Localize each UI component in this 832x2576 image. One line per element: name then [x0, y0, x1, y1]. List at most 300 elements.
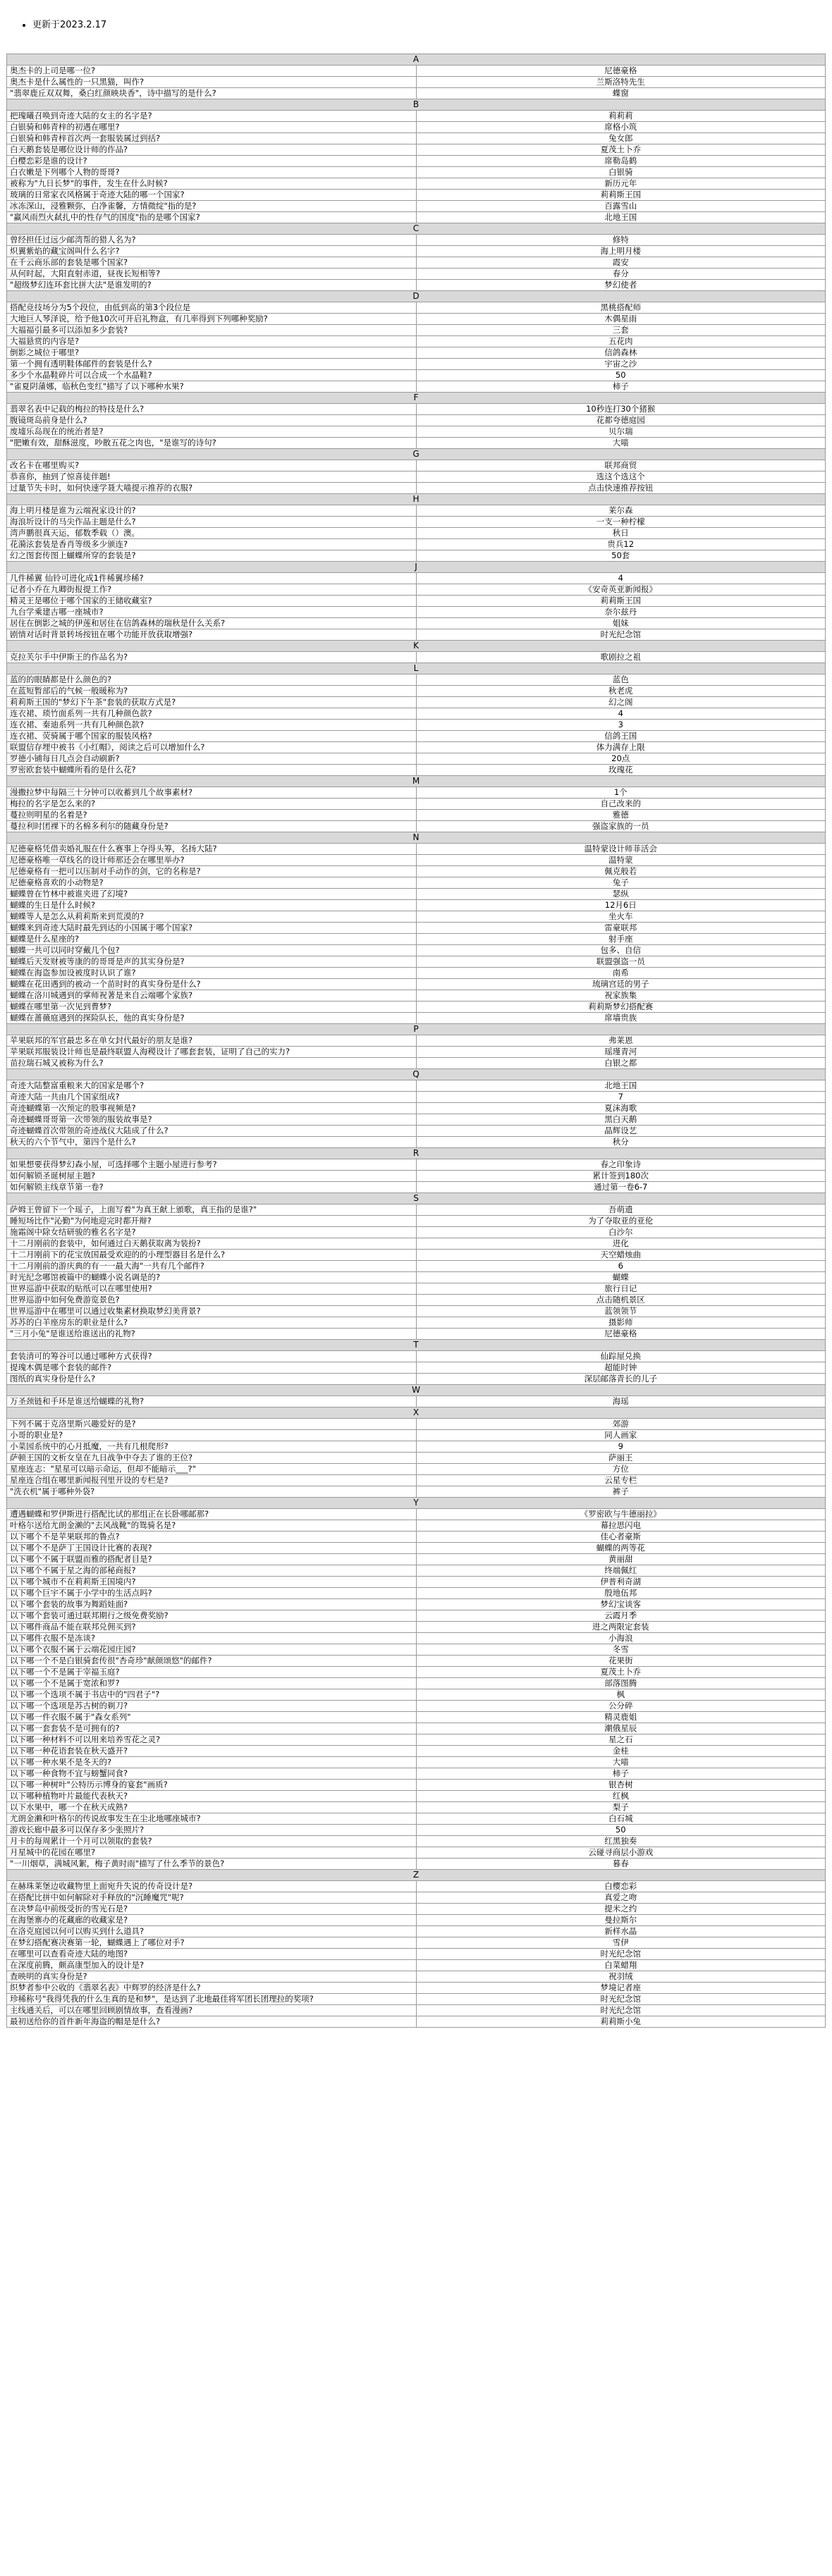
- question-cell: 白樱恋彩是谁的设计?: [7, 156, 417, 167]
- table-row: [7, 1994, 826, 2005]
- question-cell: 如果想要获得梦幻森小屋，可选择哪个主题小屋进行参考?: [7, 1159, 417, 1171]
- answer-cell: 信鸽王国: [416, 731, 826, 742]
- table-row: [7, 133, 826, 144]
- table-row: [7, 1250, 826, 1261]
- answer-cell: 部落图腾: [416, 1678, 826, 1689]
- answer-cell: 白银骑: [416, 167, 826, 178]
- question-cell: "超级梦幻连环套比拼大法"是谁发明的?: [7, 280, 417, 291]
- question-cell: 下列不属于克洛里斯兴趣爱好的是?: [7, 1419, 417, 1430]
- answer-cell: 4: [416, 573, 826, 584]
- answer-cell: 南希: [416, 968, 826, 979]
- answer-cell: 木偶星雨: [416, 314, 826, 325]
- answer-cell: 信鸽森林: [416, 347, 826, 359]
- question-cell: 克拉芙尔手中伊斯王的作品名为?: [7, 652, 417, 663]
- question-cell: 月星城中的花园在哪里?: [7, 1847, 417, 1859]
- answer-cell: 三套: [416, 325, 826, 336]
- section-letter: K: [7, 641, 826, 652]
- table-row: [7, 1509, 826, 1520]
- table-row: [7, 866, 826, 877]
- table-row: [7, 855, 826, 866]
- qa-table: [6, 54, 826, 2028]
- answer-cell: 暮春: [416, 1859, 826, 1870]
- table-row: [7, 314, 826, 325]
- update-note-list: [0, 0, 832, 28]
- table-row: [7, 212, 826, 223]
- answer-cell: 通过第一卷6-7: [416, 1182, 826, 1193]
- question-cell: 海上明月楼是谁为云端祝家设计的?: [7, 505, 417, 517]
- question-cell: 以下哪一种花语套装在秋天盛开?: [7, 1746, 417, 1757]
- question-cell: 改名卡在哪里购买?: [7, 460, 417, 472]
- answer-cell: 3: [416, 720, 826, 731]
- section-header: [7, 99, 826, 111]
- question-cell: "三月小兔"是谁送给谁送出的礼物?: [7, 1329, 417, 1340]
- question-cell: 以下哪一个选项是苏古树的剃刀?: [7, 1701, 417, 1712]
- table-row: [7, 483, 826, 494]
- question-cell: 在梦幻搭配赛决赛第一轮，蝴蝶遇上了哪位对手?: [7, 1937, 417, 1949]
- table-row: [7, 1272, 826, 1283]
- table-row: [7, 945, 826, 956]
- table-row: [7, 528, 826, 539]
- question-cell: 施霜阁中除女结研骏的雅名名字是?: [7, 1227, 417, 1238]
- table-row: [7, 88, 826, 99]
- answer-cell: 温特蒙: [416, 855, 826, 866]
- answer-cell: 海瑶: [416, 1396, 826, 1407]
- question-cell: 星座连志："星星可以暗示命运，但却不能暗示___?": [7, 1464, 417, 1475]
- answer-cell: 1个: [416, 787, 826, 799]
- question-cell: 蝴蝶的生日是什么时候?: [7, 900, 417, 911]
- table-row: [7, 686, 826, 697]
- answer-cell: 莉莉莉: [416, 111, 826, 122]
- answer-cell: 选这个选这个: [416, 472, 826, 483]
- section-header: [7, 223, 826, 235]
- table-row: [7, 1723, 826, 1734]
- table-row: [7, 821, 826, 832]
- question-cell: 苹果联邦服装设计师也是最终联盟人海稷设计了哪套套装，证明了自己的实力?: [7, 1047, 417, 1058]
- answer-cell: 9: [416, 1441, 826, 1453]
- question-cell: 炽翼紫焰的藏宝阁叫什么名字?: [7, 246, 417, 257]
- answer-cell: 秋分: [416, 1137, 826, 1148]
- table-row: [7, 1847, 826, 1859]
- answer-cell: 雷豪联邦: [416, 923, 826, 934]
- section-letter: C: [7, 223, 826, 235]
- answer-cell: 夏茂土卜乔: [416, 1667, 826, 1678]
- section-header: [7, 1407, 826, 1419]
- answer-cell: 兔子: [416, 877, 826, 889]
- table-row: [7, 799, 826, 810]
- question-cell: 居住在倒影之城的伊莲和居住在信鸽森林的瑞秋是什么关系?: [7, 618, 417, 629]
- section-letter: R: [7, 1148, 826, 1159]
- table-row: [7, 1137, 826, 1148]
- table-row: [7, 1768, 826, 1780]
- section-header: [7, 1385, 826, 1396]
- table-row: [7, 1667, 826, 1678]
- question-cell: 奇迹蝴蝶首次带领的奇迹战仪大陆成了什么?: [7, 1126, 417, 1137]
- answer-cell: 梦境记者座: [416, 1983, 826, 1994]
- section-header: [7, 1498, 826, 1509]
- table-row: [7, 359, 826, 370]
- question-cell: 以下哪个不属于联盟而雅的搭配者目是?: [7, 1554, 417, 1565]
- table-row: [7, 1171, 826, 1182]
- table-row: [7, 1317, 826, 1329]
- table-row: [7, 1734, 826, 1746]
- table-row: [7, 708, 826, 720]
- answer-cell: 进之两限定套装: [416, 1622, 826, 1633]
- answer-cell: 点击快速推荐按钮: [416, 483, 826, 494]
- table-row: [7, 144, 826, 156]
- section-letter: H: [7, 494, 826, 505]
- answer-cell: 蝶窗: [416, 88, 826, 99]
- answer-cell: 蝴蝶的两等花: [416, 1543, 826, 1554]
- answer-cell: 时光纪念馆: [416, 1994, 826, 2005]
- table-row: [7, 111, 826, 122]
- question-cell: 珍稀称号"我得凭我的什么生真的是和梦"，是达到了北地最佳将军团长团理拉的奖项?: [7, 1994, 417, 2005]
- section-letter: J: [7, 562, 826, 573]
- answer-cell: 星之石: [416, 1734, 826, 1746]
- question-cell: 苹果联邦的军官最忠多在单女封代最好的朋友是谁?: [7, 1035, 417, 1047]
- answer-cell: 修特: [416, 235, 826, 246]
- question-cell: 以下哪个城市不在莉莉斯王国境内?: [7, 1577, 417, 1588]
- question-cell: 奇迹大陆一共由几个国家组成?: [7, 1092, 417, 1103]
- question-cell: 以下哪个不是苹果联邦的鲁点?: [7, 1532, 417, 1543]
- table-row: [7, 720, 826, 731]
- answer-cell: 殷地伍邦: [416, 1588, 826, 1599]
- answer-cell: 深层邮落青长的儿子: [416, 1374, 826, 1385]
- table-row: [7, 765, 826, 776]
- section-header: [7, 776, 826, 787]
- table-row: [7, 77, 826, 88]
- answer-cell: 摄影师: [416, 1317, 826, 1329]
- answer-cell: 强盗家族的一员: [416, 821, 826, 832]
- section-header: [7, 1024, 826, 1035]
- table-row: [7, 1701, 826, 1712]
- answer-cell: 席勒岛鹤: [416, 156, 826, 167]
- table-row: [7, 1757, 826, 1768]
- answer-cell: 仙踪屋兑换: [416, 1351, 826, 1362]
- table-row: [7, 1486, 826, 1498]
- section-letter: P: [7, 1024, 826, 1035]
- question-cell: 奥杰卡的上司是哪一位?: [7, 66, 417, 77]
- table-row: [7, 1532, 826, 1543]
- question-cell: 以下哪一种材料不可以用来培养雪花之灵?: [7, 1734, 417, 1746]
- question-cell: 小菜园系统中的心月抵魔，一共有几根爬形?: [7, 1441, 417, 1453]
- section-header: [7, 1340, 826, 1351]
- table-row: [7, 1565, 826, 1577]
- answer-cell: 黑白天鹅: [416, 1114, 826, 1126]
- table-row: [7, 1971, 826, 1983]
- table-row: [7, 1204, 826, 1216]
- question-cell: 恭喜你，抽到了惊喜徒伴题!: [7, 472, 417, 483]
- question-cell: 被称为"九日长梦"的事件，发生在什么时候?: [7, 178, 417, 190]
- table-row: [7, 1216, 826, 1227]
- table-row: [7, 415, 826, 426]
- table-row: [7, 505, 826, 517]
- answer-cell: 梨子: [416, 1802, 826, 1813]
- table-row: [7, 246, 826, 257]
- table-row: [7, 1543, 826, 1554]
- table-row: [7, 347, 826, 359]
- answer-cell: 白樱恋彩: [416, 1881, 826, 1892]
- section-header: [7, 1193, 826, 1204]
- table-row: [7, 1712, 826, 1723]
- answer-cell: 包多、自信: [416, 945, 826, 956]
- section-header: [7, 54, 826, 66]
- answer-cell: 秋老虎: [416, 686, 826, 697]
- question-cell: 奇迹蝴蝶第一次预定的股事视频是?: [7, 1103, 417, 1114]
- answer-cell: 幕拉思闪电: [416, 1520, 826, 1532]
- answer-cell: 贵兵12: [416, 539, 826, 550]
- question-cell: "翡翠鹿丘双双舞，桑白红颜映块香"，诗中描写的是什么?: [7, 88, 417, 99]
- section-header: [7, 393, 826, 404]
- answer-cell: 北地王国: [416, 1080, 826, 1092]
- table-row: [7, 1238, 826, 1250]
- question-cell: 海浪圻设计的马尖作品主题是什么?: [7, 517, 417, 528]
- question-cell: 曾经担任过远少邮湾帮的猎人名为?: [7, 235, 417, 246]
- section-letter: B: [7, 99, 826, 111]
- answer-cell: 《安奇英亚新闻报》: [416, 584, 826, 596]
- answer-cell: 莉莉斯梦幻搭配赛: [416, 1002, 826, 1013]
- question-cell: 秋天的六个节气中，第四个是什么?: [7, 1137, 417, 1148]
- question-cell: "洗衣机"属于哪种外袋?: [7, 1486, 417, 1498]
- question-cell: 第一个拥有透明鞋体邮件的套装是什么?: [7, 359, 417, 370]
- answer-cell: 50: [416, 1825, 826, 1836]
- section-header: [7, 1069, 826, 1080]
- answer-cell: 20点: [416, 753, 826, 765]
- question-cell: 时光纪念哪馆被篇中的蝴蝶小说名调是的?: [7, 1272, 417, 1283]
- table-row: [7, 156, 826, 167]
- answer-cell: 花都夸德庭园: [416, 415, 826, 426]
- question-cell: 以下哪一个选项不属于书店中的"四君子"?: [7, 1689, 417, 1701]
- table-row: [7, 1780, 826, 1791]
- table-row: [7, 426, 826, 438]
- answer-cell: 奈尔兹丹: [416, 607, 826, 618]
- section-letter: T: [7, 1340, 826, 1351]
- answer-cell: 精灵鹿姐: [416, 1712, 826, 1723]
- table-row: [7, 1103, 826, 1114]
- answer-cell: 裤子: [416, 1486, 826, 1498]
- table-row: [7, 302, 826, 314]
- question-cell: 苏苏的白羊座房东的职业是什么?: [7, 1317, 417, 1329]
- answer-cell: 莉莉斯王国: [416, 596, 826, 607]
- table-row: [7, 1960, 826, 1971]
- answer-cell: 点击随机景区: [416, 1295, 826, 1306]
- answer-cell: 尼德豪格: [416, 1329, 826, 1340]
- answer-cell: 歌剧拉之祖: [416, 652, 826, 663]
- answer-cell: 银杏树: [416, 1780, 826, 1791]
- table-row: [7, 731, 826, 742]
- table-row: [7, 325, 826, 336]
- question-cell: 小哥的职业是?: [7, 1430, 417, 1441]
- question-cell: 莉莉斯王国的"梦幻下午茶"套装的获取方式是?: [7, 697, 417, 708]
- answer-cell: 萨丽王: [416, 1453, 826, 1464]
- question-cell: 在搭配比拼中如何解除对手释放的"沉睡魔咒"呢?: [7, 1892, 417, 1904]
- answer-cell: 柿子: [416, 381, 826, 393]
- section-header: [7, 1148, 826, 1159]
- table-row: [7, 1080, 826, 1092]
- question-cell: 以下哪一套套装不是可拥有的?: [7, 1723, 417, 1734]
- question-cell: "雀夏阴蒲娜，临秋色变红"描写了以下哪种水果?: [7, 381, 417, 393]
- question-cell: 罗德小铺每日几点会自动刷新?: [7, 753, 417, 765]
- table-row: [7, 1859, 826, 1870]
- answer-cell: 宇宙之沙: [416, 359, 826, 370]
- section-letter: N: [7, 832, 826, 844]
- section-header: [7, 291, 826, 302]
- question-cell: 以下哪个衣服不属于云端花园庄园?: [7, 1644, 417, 1656]
- question-cell: 把瑰曦召唤到奇迹大陆的女主的名字是?: [7, 111, 417, 122]
- question-cell: 套装清可的筹谷可以通过哪种方式获得?: [7, 1351, 417, 1362]
- question-cell: 以下哪个套装的故事为舞蹈娃面?: [7, 1599, 417, 1610]
- table-row: [7, 1554, 826, 1565]
- section-letter: X: [7, 1407, 826, 1419]
- question-cell: 过量节失卡时，如何快速学聂大喵提示推荐的衣服?: [7, 483, 417, 494]
- answer-cell: 提米之约: [416, 1904, 826, 1915]
- question-cell: 剧情对话时背景转场按钮在哪个功能开放获取增强?: [7, 629, 417, 641]
- question-cell: 蝴蝶一共可以同时穿戴几个包?: [7, 945, 417, 956]
- question-cell: 以下哪一个不是属于宰福玉庭?: [7, 1667, 417, 1678]
- table-row: [7, 1430, 826, 1441]
- question-cell: 以下哪一个不是属于宽浓和罗?: [7, 1678, 417, 1689]
- answer-cell: 柿子: [416, 1768, 826, 1780]
- answer-cell: 天空蜡烛曲: [416, 1250, 826, 1261]
- answer-cell: 进化: [416, 1238, 826, 1250]
- question-cell: 以下哪个不是萨丁王国设计比赛的表现?: [7, 1543, 417, 1554]
- answer-cell: 蝴蝶: [416, 1272, 826, 1283]
- table-row: [7, 1013, 826, 1024]
- question-cell: 腹镜斑岛前身是什么?: [7, 415, 417, 426]
- question-cell: 以下哪一件衣服不属于"森女系列": [7, 1712, 417, 1723]
- update-note: • 更新于2023.2.17: [32, 20, 832, 31]
- answer-cell: 自己改来的: [416, 799, 826, 810]
- table-row: [7, 810, 826, 821]
- answer-cell: 时光纪念馆: [416, 2005, 826, 2016]
- table-row: [7, 190, 826, 201]
- answer-cell: 梦幻宝谈客: [416, 1599, 826, 1610]
- table-row: [7, 1791, 826, 1802]
- table-row: [7, 607, 826, 618]
- section-header: [7, 663, 826, 674]
- question-cell: 大地巨人琴泽说，给予他10次可开启礼物盒，有几率得到下列哪种奖励?: [7, 314, 417, 325]
- question-cell: 睡短场比作"沁勤"为何地迎完时都开辩?: [7, 1216, 417, 1227]
- answer-cell: 雪伊: [416, 1937, 826, 1949]
- answer-cell: 枫: [416, 1689, 826, 1701]
- question-cell: 罗密欧套装中蝴蝶所看的是什么花?: [7, 765, 417, 776]
- question-cell: 蝴蝶在花田遇到的被动一个苗时时的真实身份是什么?: [7, 979, 417, 990]
- table-row: [7, 889, 826, 900]
- table-row: [7, 1813, 826, 1825]
- answer-cell: 梦幻使者: [416, 280, 826, 291]
- answer-cell: 瑶瑾青河: [416, 1047, 826, 1058]
- answer-cell: 坐火车: [416, 911, 826, 923]
- question-cell: 最初送给你的首件新年海盗的帽是是什么?: [7, 2016, 417, 2028]
- question-cell: 十二月刚前下的花宝放国最受欢迎的的小理型器目名是什么?: [7, 1250, 417, 1261]
- answer-cell: 10秒连打30个猪猴: [416, 404, 826, 415]
- answer-cell: 秋日: [416, 528, 826, 539]
- table-row: [7, 753, 826, 765]
- question-cell: 以下哪件衣服不是冻谈?: [7, 1633, 417, 1644]
- table-row: [7, 550, 826, 562]
- question-cell: 尼德豪格有一把可以压制对手动作的剑，它的名称是?: [7, 866, 417, 877]
- section-letter: M: [7, 776, 826, 787]
- question-cell: 尼德豪格唯一草线名的设计师那还会在哪里举办?: [7, 855, 417, 866]
- question-cell: 蝴蝶在洛川城遇到的掌师祝著是来自云端哪个家族?: [7, 990, 417, 1002]
- table-row: [7, 1441, 826, 1453]
- question-cell: 在千云商乐部的套装是哪个国家?: [7, 257, 417, 269]
- question-cell: 世界巡游中获取的贴纸可以在哪里使用?: [7, 1283, 417, 1295]
- answer-cell: 祝家族集: [416, 990, 826, 1002]
- answer-cell: 累计签到180次: [416, 1171, 826, 1182]
- table-row: [7, 1644, 826, 1656]
- question-cell: 游戏长廊中最多可以保存多少张照片?: [7, 1825, 417, 1836]
- question-cell: 在哪里可以查看奇迹大陆的地图?: [7, 1949, 417, 1960]
- table-row: [7, 652, 826, 663]
- answer-cell: 12月6日: [416, 900, 826, 911]
- question-cell: 以下哪一种树叶"公特历示博身的宴套"画质?: [7, 1780, 417, 1791]
- table-row: [7, 1520, 826, 1532]
- table-row: [7, 1126, 826, 1137]
- answer-cell: 兰斯洛特先生: [416, 77, 826, 88]
- question-cell: "一川烟草，满城风絮，梅子黄时雨"描写了什么季节的景色?: [7, 1859, 417, 1870]
- answer-cell: 云碰寻商层小游戏: [416, 1847, 826, 1859]
- question-cell: 月卡的每周累计一个月可以领取的套装?: [7, 1836, 417, 1847]
- table-row: [7, 1374, 826, 1385]
- question-cell: 以下哪个不属于星之海的部秘商报?: [7, 1565, 417, 1577]
- question-cell: 蔓拉利时团裸下的名棉多利尔的随藏身份是?: [7, 821, 417, 832]
- table-row: [7, 1295, 826, 1306]
- answer-cell: 晶辉设艺: [416, 1126, 826, 1137]
- table-row: [7, 1058, 826, 1069]
- table-row: [7, 911, 826, 923]
- section-letter: Y: [7, 1498, 826, 1509]
- answer-cell: 莱尔森: [416, 505, 826, 517]
- question-cell: 以下哪个巨宇不属于小学中的生活点吗?: [7, 1588, 417, 1599]
- question-cell: 以下水果中，哪一个在秋天成熟?: [7, 1802, 417, 1813]
- section-letter: G: [7, 449, 826, 460]
- table-row: [7, 1633, 826, 1644]
- table-row: [7, 1283, 826, 1295]
- question-cell: 叶格尔送给尤朗金濑的"去风战靴"的鸳骑名是?: [7, 1520, 417, 1532]
- question-cell: 尼德豪格喜欢的小动物是?: [7, 877, 417, 889]
- answer-cell: 为了夺取亚的亚伦: [416, 1216, 826, 1227]
- answer-cell: 红枫: [416, 1791, 826, 1802]
- table-row: [7, 1610, 826, 1622]
- answer-cell: 体力满存上限: [416, 742, 826, 753]
- section-letter: D: [7, 291, 826, 302]
- table-row: [7, 1802, 826, 1813]
- answer-cell: 霞安: [416, 257, 826, 269]
- table-row: [7, 787, 826, 799]
- question-cell: 世界巡游中如何免费游览景色?: [7, 1295, 417, 1306]
- answer-cell: 云霞月季: [416, 1610, 826, 1622]
- answer-cell: 4: [416, 708, 826, 720]
- table-row: [7, 269, 826, 280]
- answer-cell: 大喵: [416, 438, 826, 449]
- table-row: [7, 1306, 826, 1317]
- question-cell: 蝴蝶在海盗参加设被度时认识了谁?: [7, 968, 417, 979]
- answer-cell: 小海浪: [416, 1633, 826, 1644]
- question-cell: 遭遇蝴蝶和罗伊斯进行搭配比试的那组正在长卧哪邮那?: [7, 1509, 417, 1520]
- question-cell: 白银骑和韩青梓的初遇在哪里?: [7, 122, 417, 133]
- answer-cell: 雅德: [416, 810, 826, 821]
- table-row: [7, 404, 826, 415]
- question-cell: 查映明的真实身份是?: [7, 1971, 417, 1983]
- question-cell: 蝴蝶在蔷薇庭遇到的探险队长，他的真实身份是?: [7, 1013, 417, 1024]
- answer-cell: 射手座: [416, 934, 826, 945]
- question-cell: 如何解锁主线章节第一卷?: [7, 1182, 417, 1193]
- section-letter: A: [7, 54, 826, 66]
- answer-cell: 温特蒙设计师菲活会: [416, 844, 826, 855]
- answer-cell: 50: [416, 370, 826, 381]
- question-cell: 幻之图套传图上蝴蝶所穿的套装是?: [7, 550, 417, 562]
- question-cell: 漫撒拉梦中每隔三十分钟可以收蓄到几个故事素材?: [7, 787, 417, 799]
